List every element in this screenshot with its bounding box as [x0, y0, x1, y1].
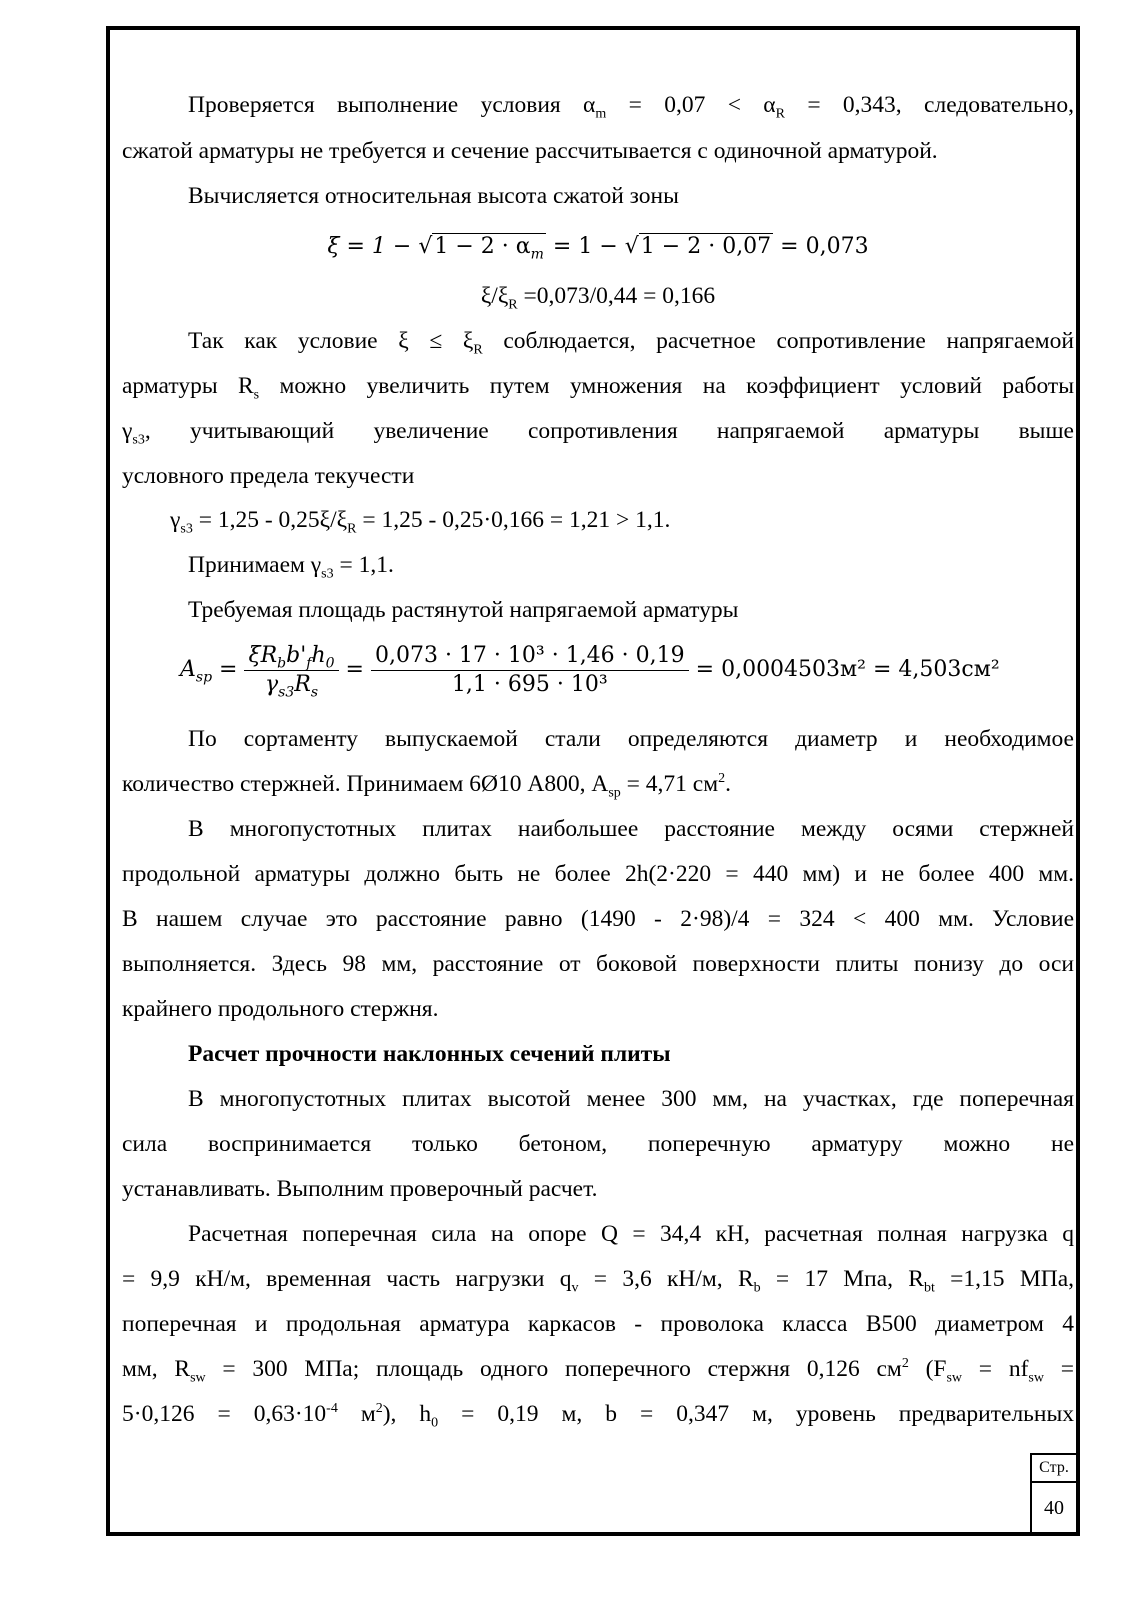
text-line: сжатой арматуры не требуется и сечение рассчитывается с одиночной арматурой.	[122, 138, 938, 164]
text-line: количество стержней. Принимаем 6Ø10 А800, $A_{sp} = 4,71$ $см^2$.	[122, 771, 731, 801]
text-line: арматуры $R_s$ можно увеличить путем умножения на коэффициент условий работы	[122, 373, 1074, 403]
text-line: мм, $R_{sw} = 300$ МПа; площадь одного поперечного стержня 0,126 $см^2$ ($F_{sw} = nf_{sw}$ =	[122, 1356, 1074, 1386]
text-line: $\gamma_{s3}$, учитывающий увеличение сопротивления напрягаемой арматуры выше	[122, 418, 1074, 448]
text-line: В нашем случае это расстояние равно (1490 - 2·98)/4 = 324 < 400 мм. Условие	[122, 906, 1074, 932]
text-line: Проверяется выполнение условия $\alpha_m = 0,07 < \alpha_R = 0,343$, следовательно,	[188, 92, 1074, 122]
text-line: = 9,9 кН/м, временная часть нагрузки $q_v = 3,6$ кН/м, $R_b = 17$ Мпа, $R_{bt} =1,15$ МПа,	[122, 1266, 1074, 1296]
text-line: Вычисляется относительная высота сжатой зоны	[188, 183, 679, 209]
text-line: В многопустотных плитах высотой менее 300 мм, на участках, где поперечная	[188, 1086, 1074, 1112]
text-line: продольной арматуры должно быть не более 2h(2·220 = 440 мм) и не более 400 мм.	[122, 861, 1074, 887]
page-number: 40	[1030, 1483, 1078, 1535]
page-label: Стр.	[1030, 1453, 1078, 1483]
equation-xi-ratio: $\xi/\xi_R =0,073/0,44 = 0,166$	[480, 283, 716, 313]
text-line: сила воспринимается только бетоном, поперечную арматуру можно не	[122, 1131, 1074, 1157]
text-line: Требуемая площадь растянутой напрягаемой арматуры	[188, 597, 739, 623]
text-line: устанавливать. Выполним проверочный расчет.	[122, 1176, 598, 1202]
text-line: Расчетная поперечная сила на опоре Q = 34,4 кН, расчетная полная нагрузка q	[188, 1221, 1074, 1247]
text-line: Принимаем $\gamma_{s3} = 1,1$.	[188, 552, 394, 582]
text-line: $5\cdot 0,126 = 0,63\cdot 10^{-4}$ $м^2$), $h_0 = 0,19$ м, b = 0,347 м, уровень предварительных	[122, 1401, 1075, 1431]
text-line: В многопустотных плитах наибольшее расстояние между осями стержней	[188, 816, 1074, 842]
section-heading: Расчет прочности наклонных сечений плиты	[188, 1041, 671, 1067]
equation-xi: $\xi = 1 - √1 - 2 \cdot \alpha_m = 1 - √1 - 2 \cdot 0,07 = 0,073$	[327, 234, 869, 263]
text-line: выполняется. Здесь 98 мм, расстояние от боковой поверхности плиты понизу до оси	[122, 951, 1074, 977]
equation-gamma: $\gamma_{s3} = 1,25 - 0,25\xi/\xi_R = 1,25 - 0,25\cdot 0,166 = 1,21 > 1,1$.	[170, 507, 671, 537]
text-line: условного предела текучести	[122, 463, 415, 489]
equation-asp: $A_{sp}$ = $\frac{\xi R_bb'_fh_0}{\gamma_{s3}R_s}$ = $\frac{\text{0,073 · 17 · 10³ · 1,46 · 0,19}}{\text{1,1 · 695 · 10³}}$ = 0,0004503м² = 4,503см²	[180, 642, 1000, 700]
text-line: По сортаменту выпускаемой стали определяются диаметр и необходимое	[188, 726, 1074, 752]
text-line: крайнего продольного стержня.	[122, 996, 439, 1022]
text-line: Так как условие $\xi \le \xi_R$ соблюдается, расчетное сопротивление напрягаемой	[188, 328, 1074, 358]
text-line: поперечная и продольная арматура каркасов - проволока класса В500 диаметром 4	[122, 1311, 1074, 1337]
